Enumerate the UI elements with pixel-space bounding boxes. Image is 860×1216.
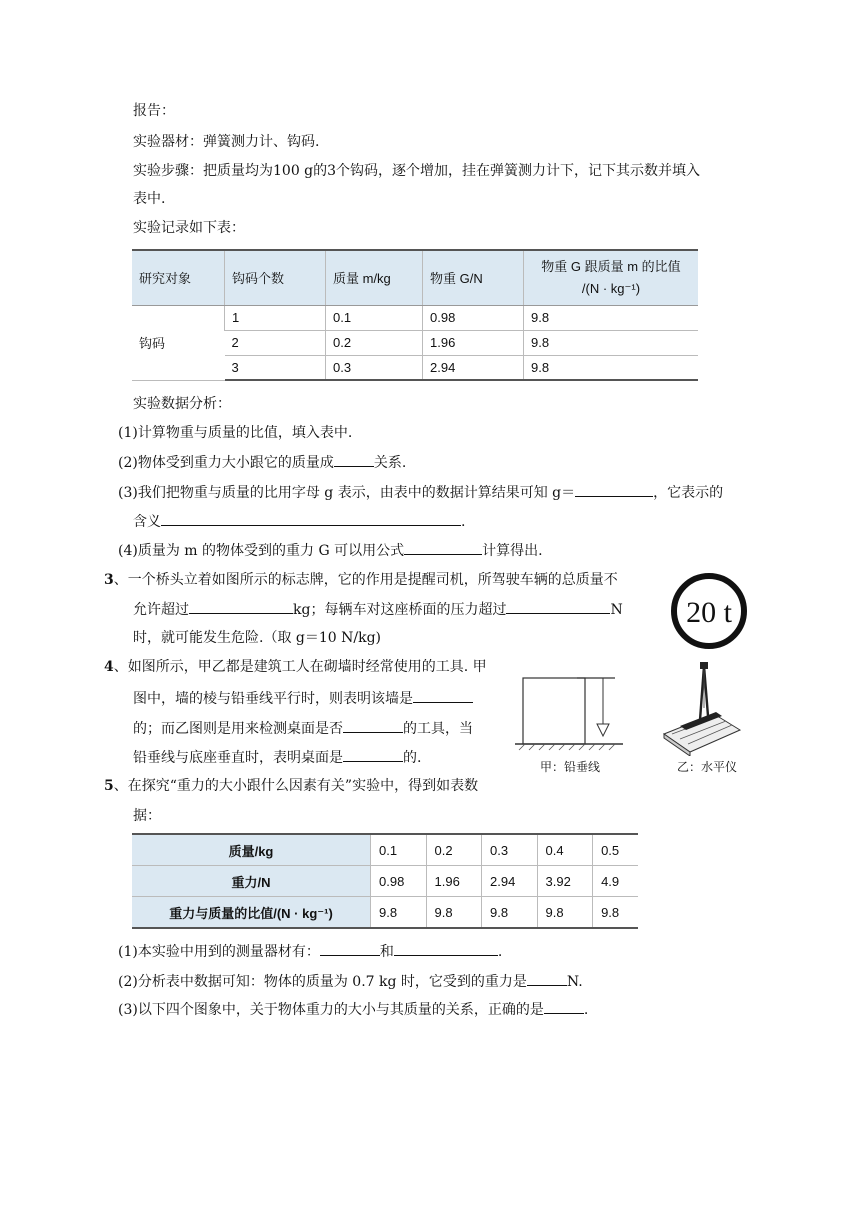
problem3-line3: 时，就可能发生危险.（取 g＝10 N/kg) <box>133 630 382 646</box>
table-cell: 2 <box>225 330 326 355</box>
problem5-q1: (1)本实验中用到的测量器材有： 和 . <box>118 941 502 962</box>
experiment-record-table <box>132 249 698 381</box>
problem5-q2: (2)分析表中数据可知：物体的质量为 0.7 kg 时，它受到的重力是 N. <box>118 971 583 992</box>
problem4-line3: 的；而乙图则是用来检测桌面是否 的工具，当 <box>133 718 473 739</box>
header-ratio <box>524 250 699 305</box>
problem5-line2: 据： <box>133 808 161 824</box>
table-cell: 0.5 <box>593 834 638 866</box>
table-cell: 4.9 <box>593 866 638 897</box>
answer-blank[interactable] <box>575 482 653 497</box>
table-header-row <box>132 250 698 305</box>
table-cell: 9.8 <box>426 897 482 929</box>
caption-level: 乙：水平仪 <box>677 760 738 774</box>
table-cell: 2.94 <box>423 355 524 380</box>
caption-plumb-line: 甲：铅垂线 <box>540 760 601 774</box>
analysis-heading: 实验数据分析： <box>133 396 231 412</box>
table-cell: 3 <box>225 355 326 380</box>
gravity-data-table <box>132 833 638 929</box>
table-cell: 9.8 <box>537 897 593 929</box>
problem-number: 4 <box>104 659 114 675</box>
row-header-mass: 质量/kg <box>132 834 371 866</box>
answer-blank[interactable] <box>527 971 567 986</box>
analysis-q1: (1)计算物重与质量的比值，填入表中. <box>118 425 353 441</box>
answer-blank[interactable] <box>506 599 610 614</box>
table-cell: 9.8 <box>371 897 427 929</box>
answer-blank[interactable] <box>544 999 584 1014</box>
problem5-q3: (3)以下四个图象中，关于物体重力的大小与其质量的关系，正确的是 . <box>118 999 588 1020</box>
table-cell: 9.8 <box>524 355 699 380</box>
weight-limit-sign <box>670 572 748 650</box>
answer-blank[interactable] <box>320 941 380 956</box>
table-cell: 9.8 <box>524 305 699 330</box>
problem4-line2: 图中，墙的棱与铅垂线平行时，则表明该墙是 <box>133 688 473 709</box>
steps-line-2: 表中. <box>133 191 166 207</box>
problem4-line1: 4、如图所示，甲乙都是建筑工人在砌墙时经常使用的工具. 甲 <box>104 659 487 675</box>
table-cell: 0.3 <box>482 834 538 866</box>
table-cell: 9.8 <box>482 897 538 929</box>
answer-blank[interactable] <box>161 511 461 526</box>
answer-blank[interactable] <box>189 599 293 614</box>
answer-blank[interactable] <box>343 718 403 733</box>
table-row <box>132 897 638 929</box>
object-cell: 钩码 <box>132 305 225 380</box>
analysis-q4: (4)质量为 m 的物体受到的重力 G 可以用公式 计算得出. <box>118 540 543 561</box>
table-cell: 2.94 <box>482 866 538 897</box>
analysis-q3: (3)我们把物重与质量的比用字母 g 表示，由表中的数据计算结果可知 g＝ ，它表示的 <box>118 482 723 503</box>
problem5-line1: 5、在探究“重力的大小跟什么因素有关”实验中，得到如表数 <box>104 778 479 794</box>
analysis-q3-cont: 含义 . <box>133 511 465 532</box>
table-cell: 0.1 <box>326 305 423 330</box>
table-cell: 1 <box>225 305 326 330</box>
header-object: 研究对象 <box>132 250 225 305</box>
table-cell: 1.96 <box>426 866 482 897</box>
table-row <box>132 305 698 330</box>
problem3-line2: 允许超过 kg；每辆车对这座桥面的压力超过 N <box>133 599 623 620</box>
table-cell: 9.8 <box>593 897 638 929</box>
table-cell: 0.98 <box>423 305 524 330</box>
table-cell: 0.2 <box>426 834 482 866</box>
table-row <box>132 866 638 897</box>
header-weight: 物重 G/N <box>423 250 524 305</box>
row-header-weight: 重力/N <box>132 866 371 897</box>
header-ratio-line2: /(N · kg⁻¹) <box>581 280 641 296</box>
row-header-ratio: 重力与质量的比值/(N · kg⁻¹) <box>132 897 371 929</box>
report-heading: 报告： <box>133 103 175 119</box>
record-heading: 实验记录如下表： <box>133 220 245 236</box>
table-cell: 0.98 <box>371 866 427 897</box>
header-mass: 质量 m/kg <box>326 250 423 305</box>
analysis-q2: (2)物体受到重力大小跟它的质量成 关系. <box>118 452 406 473</box>
answer-blank[interactable] <box>404 540 482 555</box>
answer-blank[interactable] <box>343 747 403 762</box>
table-cell: 0.1 <box>371 834 427 866</box>
table-cell: 3.92 <box>537 866 593 897</box>
problem-number: 3 <box>104 572 114 588</box>
problem-number: 5 <box>104 778 114 794</box>
plumb-line-figure <box>515 672 625 752</box>
table-cell: 0.4 <box>537 834 593 866</box>
table-row <box>132 834 638 866</box>
header-count: 钩码个数 <box>225 250 326 305</box>
answer-blank[interactable] <box>394 941 498 956</box>
table-cell: 0.2 <box>326 330 423 355</box>
sign-text: 20 t <box>686 596 732 629</box>
table-cell: 1.96 <box>423 330 524 355</box>
answer-blank[interactable] <box>413 688 473 703</box>
equipment-line: 实验器材：弹簧测力计、钩码. <box>133 134 320 150</box>
header-ratio-line1: 物重 G 跟质量 m 的比值 <box>541 258 681 274</box>
problem4-line4: 铅垂线与底座垂直时，表明桌面是 的. <box>133 747 421 768</box>
answer-blank[interactable] <box>334 452 374 467</box>
problem3-line1: 3、一个桥头立着如图所示的标志牌，它的作用是提醒司机，所驾驶车辆的总质量不 <box>104 572 618 588</box>
level-figure <box>654 660 746 756</box>
table-cell: 9.8 <box>524 330 699 355</box>
steps-line-1: 实验步骤：把质量均为100 g的3个钩码，逐个增加，挂在弹簧测力计下，记下其示数并填入 <box>133 163 701 179</box>
table-cell: 0.3 <box>326 355 423 380</box>
